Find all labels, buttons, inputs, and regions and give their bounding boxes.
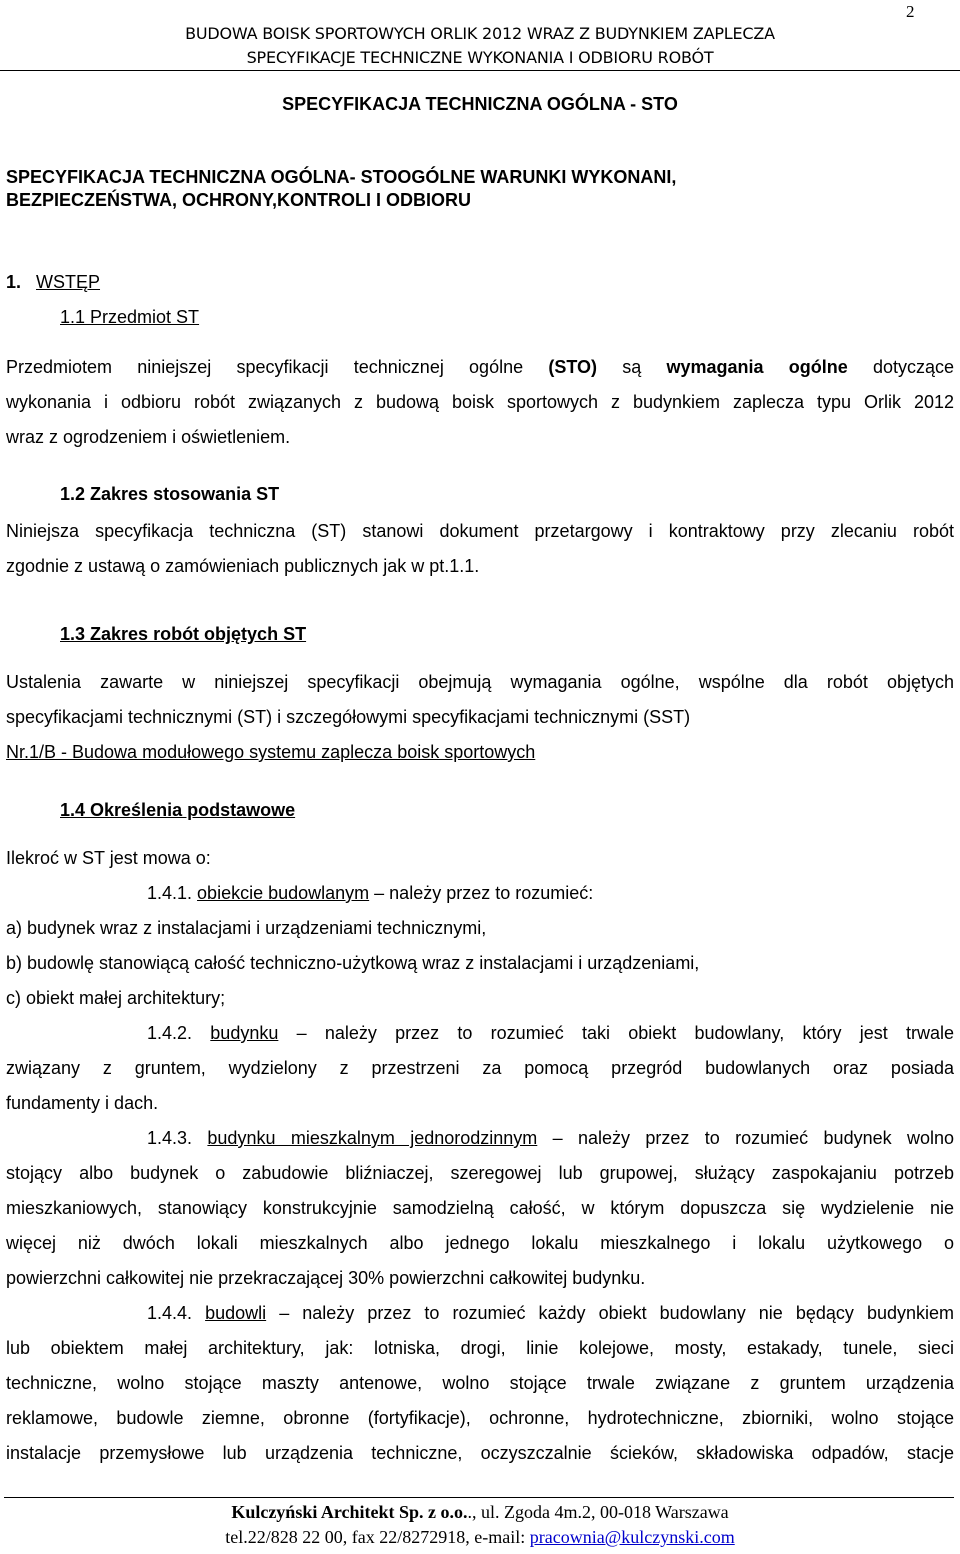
section-1-4-heading: 1.4 Określenia podstawowe	[60, 800, 296, 820]
paragraph-line: Niniejsza specyfikacja techniczna (ST) stanowi dokument przetargowy i kontraktowy przy zlecaniu robót	[6, 521, 954, 541]
list-item: c) obiekt małej architektury;	[6, 988, 226, 1008]
section-1-1-heading: 1.1 Przedmiot ST	[60, 307, 200, 327]
definition-1-4-3: 1.4.3. budynku mieszkalnym jednorodzinnym – należy przez to rozumieć budynek wolno	[147, 1128, 954, 1148]
paragraph-line: związany z gruntem, wydzielony z przestrzeni za pomocą przegród budowlanych oraz posiada	[6, 1058, 954, 1078]
document-header	[0, 22, 960, 70]
paragraph-line: instalacje przemysłowe lub urządzenia techniczne, oczyszczalnie ścieków, składowiska odpadów, stacje	[6, 1443, 954, 1463]
paragraph-line: stojący albo budynek o zabudowie bliźniaczej, szeregowej lub grupowej, służący zaspokajaniu potrzeb	[6, 1163, 954, 1183]
section-1-3-heading: 1.3 Zakres robót objętych ST	[60, 624, 307, 644]
section-1-2-heading: 1.2 Zakres stosowania ST	[60, 484, 280, 504]
paragraph-line: wykonania i odbioru robót związanych z budową boisk sportowych z budynkiem zaplecza typu Orlik 2012	[6, 392, 954, 412]
paragraph-line: Przedmiotem niniejszej specyfikacji technicznej ogólne (STO) są wymagania ogólne dotyczące	[6, 357, 955, 377]
company-name: Kulczyński Architekt Sp. z o.o.	[231, 1502, 468, 1522]
section-1-title: WSTĘP	[36, 272, 101, 292]
paragraph-line: lub obiektem małej architektury, jak: lotniska, drogi, linie kolejowe, mosty, estakady, tunele, sieci	[6, 1338, 954, 1358]
list-item: a) budynek wraz z instalacjami i urządzeniami technicznymi,	[6, 918, 487, 938]
list-item: b) budowlę stanowiącą całość techniczno-użytkową wraz z instalacjami i urządzeniami,	[6, 953, 700, 973]
footer-line-2	[0, 1525, 960, 1550]
paragraph-line: Ilekroć w ST jest mowa o:	[6, 848, 211, 868]
footer-line-1	[0, 1500, 960, 1525]
sto-subtitle-line-2: BEZPIECZEŃSTWA, OCHRONY,KONTROLI I ODBIORU	[6, 190, 472, 210]
section-1-2-body	[6, 514, 954, 584]
definition-1-4-4: 1.4.4. budowli – należy przez to rozumieć każdy obiekt budowlany nie będący budynkiem	[147, 1303, 954, 1323]
header-line-1: BUDOWA BOISK SPORTOWYCH ORLIK 2012 WRAZ Z BUDYNKIEM ZAPLECZA	[185, 24, 775, 43]
page-number: 2	[906, 2, 915, 21]
definition-1-4-2: 1.4.2. budynku – należy przez to rozumieć taki obiekt budowlany, który jest trwale	[147, 1023, 954, 1043]
paragraph-line: fundamenty i dach.	[6, 1093, 159, 1113]
sto-subtitle-line-1: SPECYFIKACJA TECHNICZNA OGÓLNA- STOOGÓLNE WARUNKI WYKONANI,	[6, 167, 677, 187]
document-footer	[0, 1500, 960, 1550]
contact-info: tel.22/828 22 00, fax 22/8272918, e-mail:	[225, 1527, 530, 1547]
paragraph-line: więcej niż dwóch lokali mieszkalnych albo jednego lokalu mieszkalnego i lokalu użytkowego o	[6, 1233, 954, 1253]
footer-divider	[4, 1497, 954, 1498]
email-link[interactable]: pracownia@kulczynski.com	[529, 1527, 735, 1547]
section-1-heading	[6, 272, 100, 293]
section-1-number: 1.	[6, 272, 22, 292]
header-line-2: SPECYFIKACJE TECHNICZNE WYKONANIA I ODBIORU ROBÓT	[246, 48, 714, 67]
section-1-4-body	[6, 841, 954, 1471]
paragraph-line: zgodnie z ustawą o zamówieniach publicznych jak w pt.1.1.	[6, 556, 480, 576]
paragraph-line: powierzchni całkowitej nie przekraczającej 30% powierzchni całkowitej budynku.	[6, 1268, 646, 1288]
paragraph-line: specyfikacjami technicznymi (ST) i szczegółowymi specyfikacjami technicznymi (SST)	[6, 707, 691, 727]
header-divider	[0, 70, 960, 71]
sto-subtitle	[6, 166, 676, 212]
paragraph-line: reklamowe, budowle ziemne, obronne (fortyfikacje), ochronne, hydrotechniczne, zbiorniki, wolno stojące	[6, 1408, 954, 1428]
company-address: ., ul. Zgoda 4m.2, 00-018 Warszawa	[467, 1502, 729, 1522]
paragraph-line: wraz z ogrodzeniem i oświetleniem.	[6, 427, 291, 447]
paragraph-line: techniczne, wolno stojące maszty antenowe, wolno stojące trwale związane z gruntem urządzenia	[6, 1373, 954, 1393]
section-1-1-body	[6, 350, 954, 455]
paragraph-line: Ustalenia zawarte w niniejszej specyfikacji obejmują wymagania ogólne, wspólne dla robót objętych	[6, 672, 954, 692]
section-1-3-body	[6, 665, 954, 770]
paragraph-line: Nr.1/B - Budowa modułowego systemu zaplecza boisk sportowych	[6, 742, 536, 762]
paragraph-line: mieszkaniowych, stanowiący konstrukcyjnie samodzielną całość, w którym dopuszcza się wydzielenie nie	[6, 1198, 954, 1218]
page-title: SPECYFIKACJA TECHNICZNA OGÓLNA - STO	[282, 94, 678, 114]
definition-1-4-1: 1.4.1. obiekcie budowlanym – należy przez to rozumieć:	[147, 883, 594, 903]
